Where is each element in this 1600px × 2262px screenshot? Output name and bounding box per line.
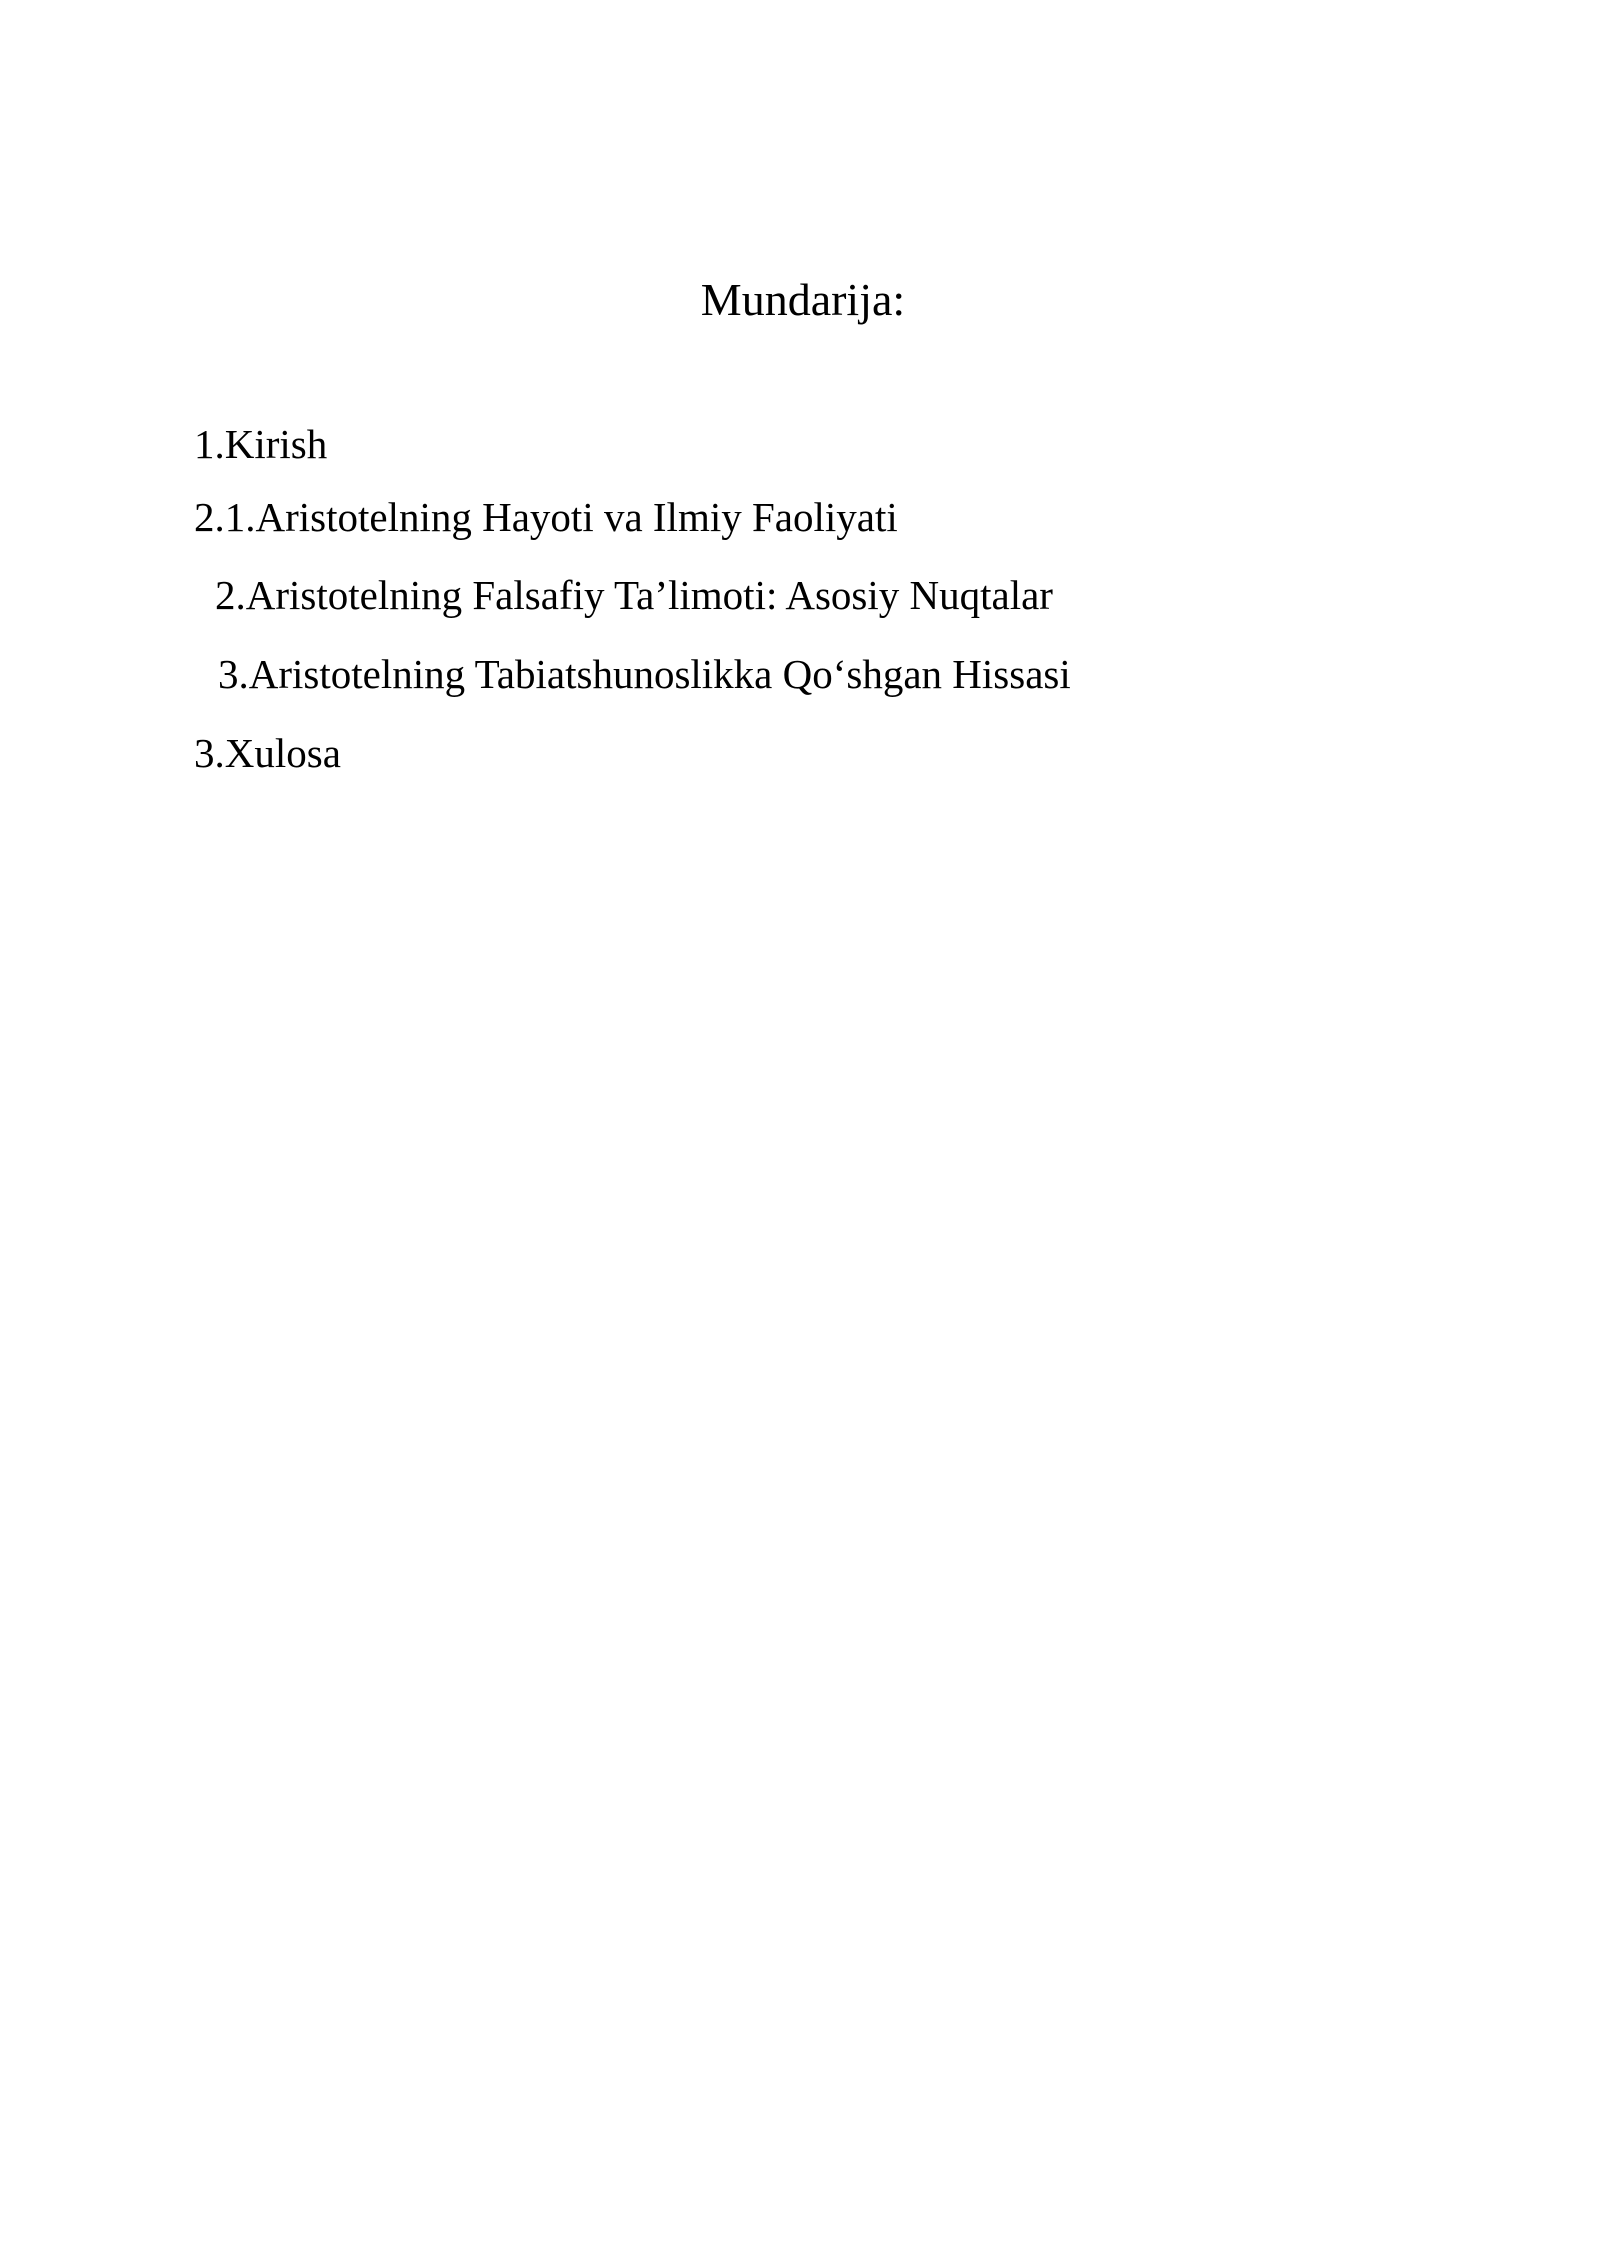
page-title xyxy=(0,270,1600,330)
toc-item-hayoti: 2.1.Aristotelning Hayoti va Ilmiy Faoliyati xyxy=(194,494,898,540)
page-title-text: Mundarija: xyxy=(700,274,906,325)
toc-item-falsafiy: 2.Aristotelning Falsafiy Ta’limoti: Asosiy Nuqtalar xyxy=(215,572,1053,618)
toc-item-tabiatshunoslik: 3.Aristotelning Tabiatshunoslikka Qo‘shgan Hissasi xyxy=(218,651,1071,697)
toc-item-kirish: 1.Kirish xyxy=(194,421,328,467)
toc-item-xulosa: 3.Xulosa xyxy=(194,730,341,776)
